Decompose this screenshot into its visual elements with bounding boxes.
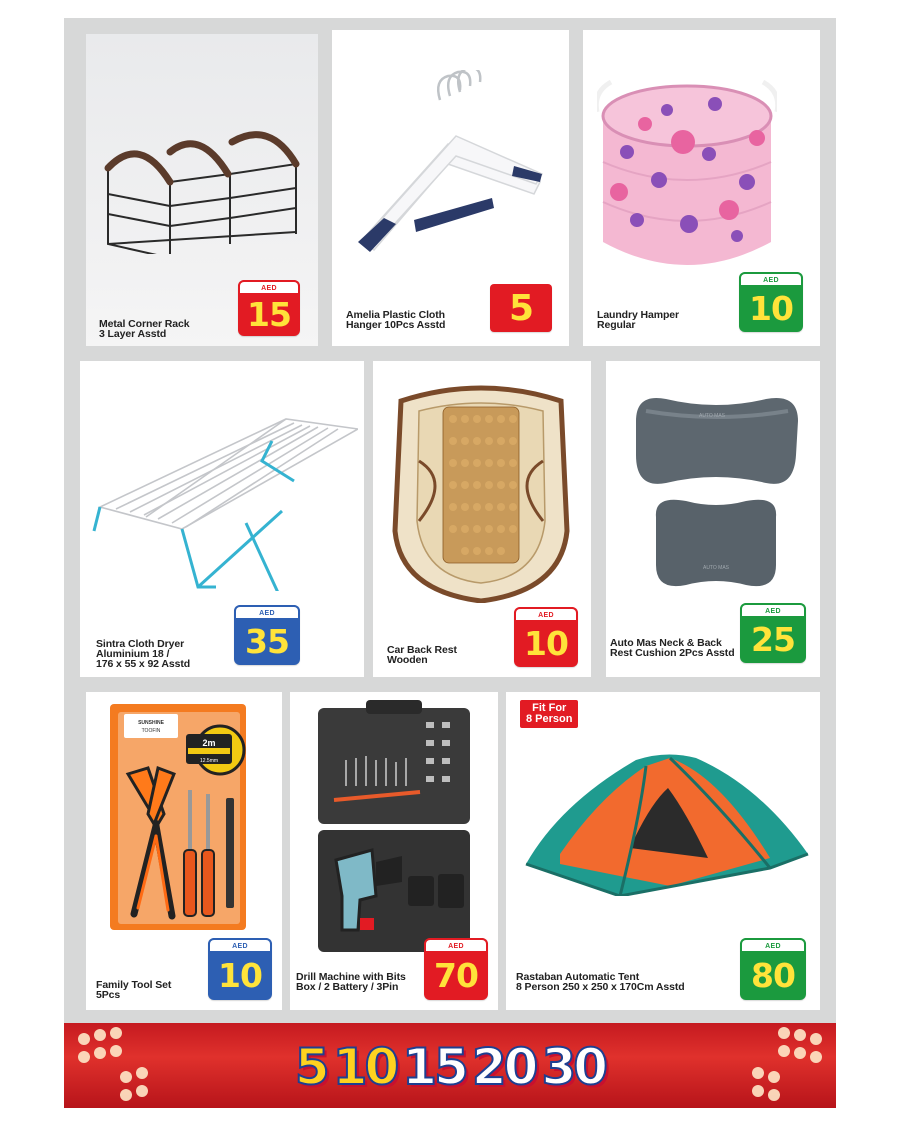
price-currency: AED [514, 607, 578, 620]
price-value: 10 [524, 624, 568, 663]
price-currency: AED [740, 603, 806, 616]
banner-number: 30 [541, 1038, 606, 1096]
hamper-image [597, 52, 777, 288]
price-value: 15 [247, 295, 291, 334]
product-card-car-back-rest[interactable] [373, 361, 591, 677]
promo-banner [64, 1023, 836, 1108]
price-value: 5 [508, 287, 534, 329]
price-currency: AED [208, 938, 272, 951]
tape-label: 2m [202, 738, 216, 748]
tool-set-image [108, 704, 248, 930]
price-value: 80 [751, 956, 795, 995]
product-name: Amelia Plastic Cloth Hanger 10Pcs Asstd [346, 309, 446, 331]
product-card-cushion[interactable] [606, 361, 820, 677]
price-value: 25 [751, 620, 795, 659]
drill-image [316, 700, 472, 956]
price-tag [234, 605, 300, 665]
pillow-brand-text: AUTO MAS [698, 413, 726, 419]
price-tag [740, 938, 806, 1000]
cushion-image [626, 385, 806, 599]
tent-image [520, 746, 810, 896]
price-currency: AED [238, 280, 300, 293]
price-tag [739, 272, 803, 332]
banner-number: 15 [402, 1038, 466, 1096]
car-back-rest-image [391, 381, 571, 603]
product-name: Drill Machine with Bits Box / 2 Battery / 3Pin [296, 971, 406, 993]
product-card-hanger[interactable] [332, 30, 569, 346]
price-value: 10 [218, 956, 262, 995]
hanger-image [344, 70, 554, 270]
product-name: Laundry Hamper Regular [597, 309, 680, 331]
price-currency: AED [740, 938, 806, 951]
fit-for-badge: Fit For 8 Person [520, 700, 578, 728]
product-card-corner-rack[interactable] [86, 34, 318, 346]
cloth-dryer-image [86, 411, 358, 591]
price-tag [208, 938, 272, 1000]
banner-number: 5 [294, 1038, 327, 1096]
banner-price-points [64, 1029, 836, 1105]
price-tag [238, 280, 300, 336]
product-card-drill[interactable] [290, 692, 498, 1010]
product-card-tent[interactable] [506, 692, 820, 1010]
pillow-brand-text-2: AUTO MAS [702, 565, 730, 571]
product-name: Metal Corner Rack 3 Layer Asstd [99, 318, 190, 340]
banner-number: 20 [471, 1038, 536, 1096]
product-name: Family Tool Set 5Pcs [96, 979, 172, 1001]
tape-size: 12.5mm [199, 758, 219, 764]
product-card-tool-set[interactable] [86, 692, 282, 1010]
price-tag [424, 938, 488, 1000]
price-value: 70 [434, 956, 478, 995]
price-currency: AED [424, 938, 488, 951]
corner-rack-image [100, 114, 306, 254]
price-value: 10 [749, 289, 793, 328]
svg-text:TOOFIN: TOOFIN [141, 728, 161, 734]
price-value: 35 [245, 622, 289, 661]
product-name: Auto Mas Neck & Back Rest Cushion 2Pcs Asstd [610, 637, 735, 659]
product-card-cloth-dryer[interactable] [80, 361, 364, 677]
price-currency: AED [234, 605, 300, 618]
product-name: Rastaban Automatic Tent 8 Person 250 x 250 x 170Cm Asstd [516, 971, 685, 993]
price-tag [490, 284, 552, 332]
price-tag [514, 607, 578, 667]
product-name: Car Back Rest Wooden [387, 644, 457, 666]
banner-number: 10 [332, 1038, 397, 1096]
price-currency: AED [739, 272, 803, 285]
product-card-laundry-hamper[interactable] [583, 30, 820, 346]
product-name: Sintra Cloth Dryer Aluminium 18 / 176 x 55 x 92 Asstd [96, 638, 191, 670]
price-tag [740, 603, 806, 663]
toolpack-brand: SUNSHINE [138, 720, 164, 726]
